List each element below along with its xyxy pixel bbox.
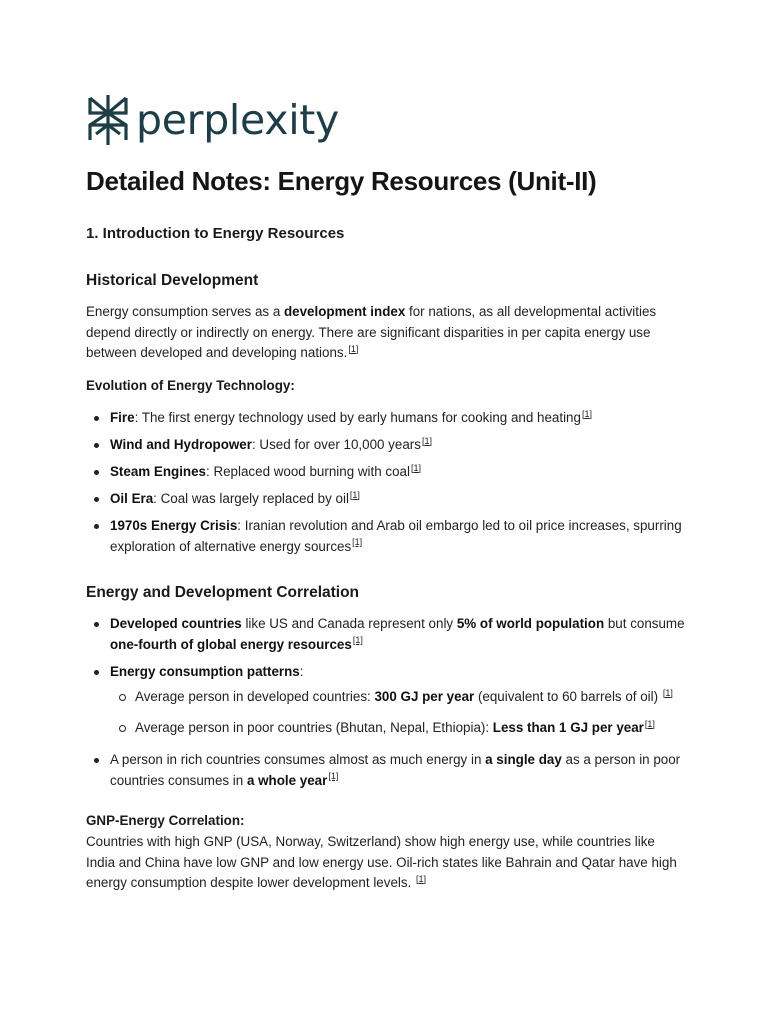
list-item	[86, 614, 686, 655]
citation-link[interactable]: [1]	[352, 537, 363, 548]
text-run: : Used for over 10,000 years	[251, 437, 421, 452]
list-item	[86, 516, 686, 557]
bold-run: one-fourth of global energy resources	[110, 636, 352, 652]
citation-link[interactable]: [1]	[662, 687, 673, 698]
citation-link[interactable]: [1]	[416, 873, 427, 884]
text-run: Energy consumption serves as a	[86, 304, 284, 319]
heading-historical-development: Historical Development	[86, 272, 259, 289]
sub-list-item	[110, 688, 686, 706]
text-run: for nations, as all developmental activities depend directly or indirectly on energy. There are significant disparities in per capita energy use between developed and developing nations.	[86, 304, 657, 360]
text-run: Countries with high GNP (USA, Norway, Switzerland) show high energy use, while countries like India and China have low GNP and low energy use. Oil-rich states like Bahrain and Qatar have high energy consumption despite lower development levels.	[86, 834, 677, 890]
citation-link[interactable]: [1]	[348, 343, 359, 354]
citation-link[interactable]: [1]	[644, 718, 655, 729]
bold-run: Energy consumption patterns	[110, 663, 300, 679]
text-run: :	[299, 663, 304, 679]
bold-run: a whole year	[246, 772, 328, 788]
perplexity-logo-icon	[86, 94, 130, 146]
bold-run: Developed countries	[110, 616, 242, 631]
bold-run: 5% of world population	[456, 616, 605, 631]
bold-run: development index	[283, 304, 406, 319]
text-run: : Iranian revolution and Arab oil embargo led to oil price increases, spurring exploration of alternative energy sources	[110, 518, 682, 554]
text-run: : The first energy technology used by early humans for cooking and heating	[134, 410, 581, 425]
text-run: Average person in poor countries (Bhutan, Nepal, Ethiopia):	[135, 720, 493, 735]
list-item	[86, 489, 686, 510]
text-run: (equivalent to 60 barrels of oil)	[474, 689, 659, 704]
citation-link[interactable]: [1]	[352, 635, 363, 646]
list-item	[86, 750, 686, 791]
citation-link[interactable]: [1]	[581, 408, 592, 419]
citation-link[interactable]: [1]	[410, 462, 421, 473]
list-item	[86, 408, 686, 429]
bold-run: a single day	[485, 752, 562, 767]
text-run: like US and Canada represent only	[241, 616, 457, 631]
heading-energy-development-correlation: Energy and Development Correlation	[86, 584, 360, 601]
label-gnp-correlation: GNP-Energy Correlation:	[86, 813, 245, 828]
paragraph-gnp	[86, 832, 686, 894]
paragraph-historical	[86, 302, 686, 364]
list-item	[86, 435, 686, 456]
text-run: Average person in developed countries:	[135, 689, 375, 704]
citation-link[interactable]: [1]	[421, 435, 432, 446]
text-run: but consume	[604, 616, 685, 631]
consumption-sublist	[110, 688, 686, 737]
page-title: Detailed Notes: Energy Resources (Unit-II)	[86, 166, 597, 196]
citation-link[interactable]: [1]	[349, 489, 360, 500]
bold-run: Steam Engines	[110, 464, 206, 479]
bold-run: Oil Era	[110, 491, 154, 506]
text-run: as a person in poor countries consumes in	[110, 752, 681, 788]
bold-run: Fire	[110, 410, 135, 425]
bold-run: Less than 1 GJ per year	[492, 720, 644, 735]
bold-run: Wind and Hydropower	[110, 437, 252, 452]
list-item	[86, 662, 686, 738]
bold-run: 300 GJ per year	[374, 689, 475, 704]
text-run: A person in rich countries consumes almost as much energy in	[110, 752, 486, 767]
list-item	[86, 462, 686, 483]
citation-link[interactable]: [1]	[328, 771, 339, 782]
evolution-list	[86, 408, 686, 564]
section-heading-introduction: 1. Introduction to Energy Resources	[86, 225, 345, 242]
bold-run: 1970s Energy Crisis	[110, 518, 238, 533]
sub-list-item	[110, 719, 686, 737]
text-run: : Replaced wood burning with coal	[206, 464, 410, 479]
correlation-list	[86, 614, 686, 798]
text-run: : Coal was largely replaced by oil	[153, 491, 349, 506]
brand-logo	[86, 94, 339, 146]
label-evolution: Evolution of Energy Technology:	[86, 378, 295, 393]
brand-wordmark: perplexity	[136, 96, 340, 144]
